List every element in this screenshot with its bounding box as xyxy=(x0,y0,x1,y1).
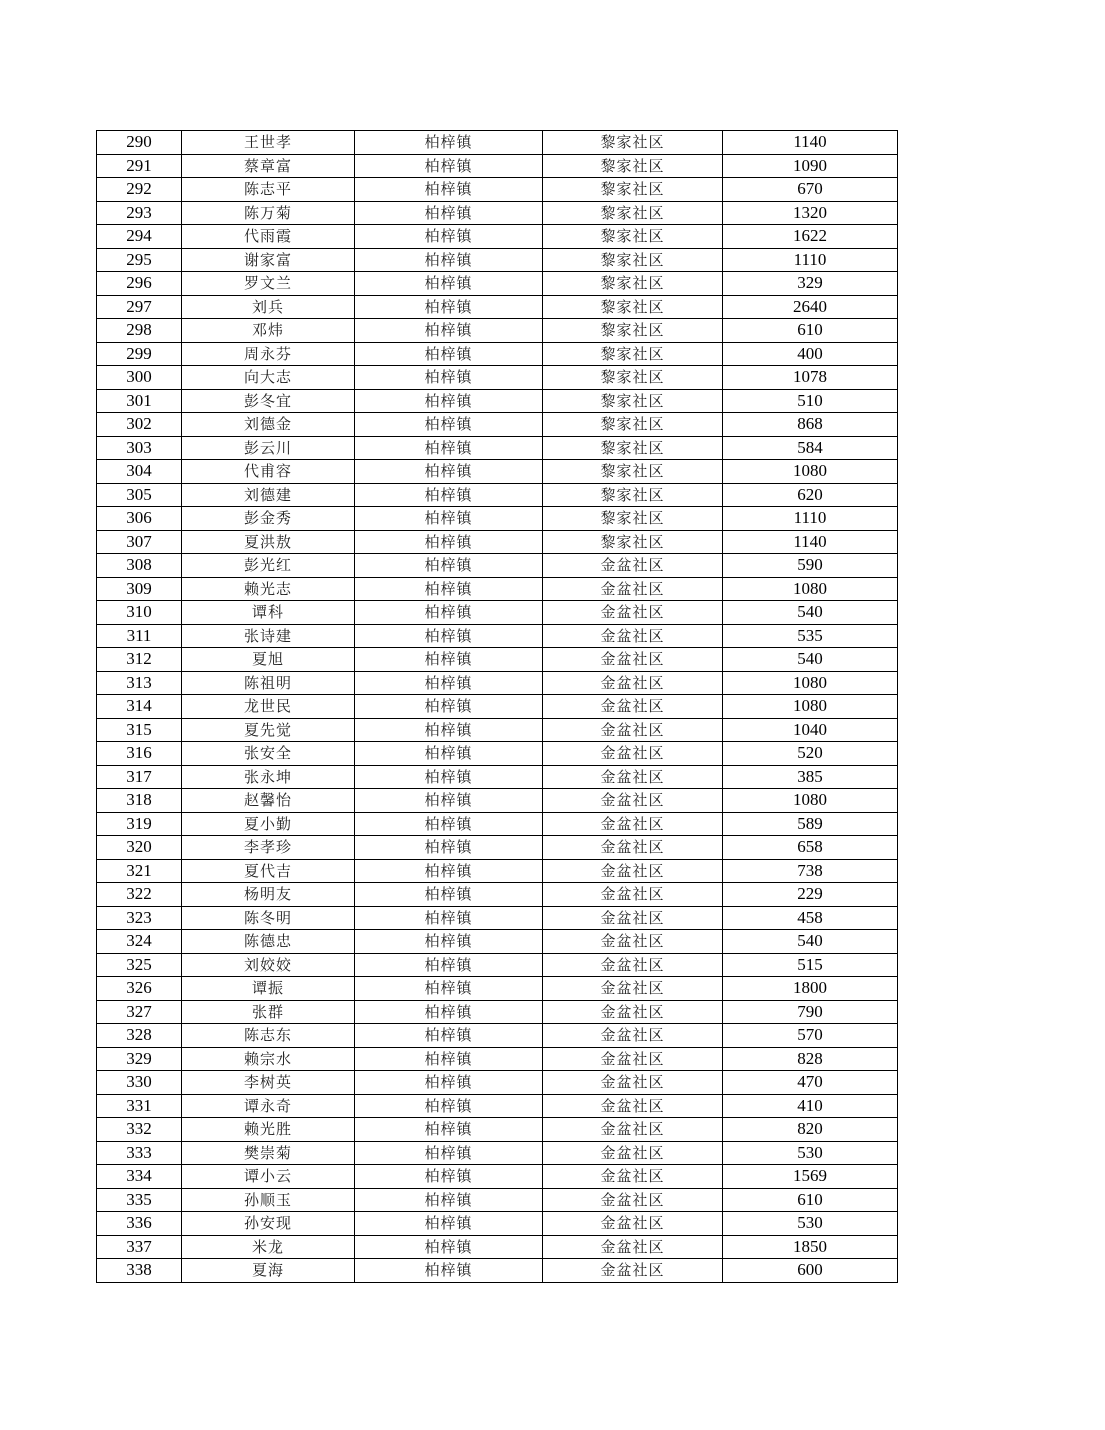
town-cell: 柏梓镇 xyxy=(355,530,543,554)
town-cell: 柏梓镇 xyxy=(355,906,543,930)
town-cell: 柏梓镇 xyxy=(355,718,543,742)
table-row xyxy=(97,1141,898,1165)
community-cell: 黎家社区 xyxy=(543,154,723,178)
community-cell: 金盆社区 xyxy=(543,648,723,672)
row-number-cell: 317 xyxy=(97,765,182,789)
name-cell: 代甫容 xyxy=(182,460,355,484)
row-number-cell: 326 xyxy=(97,977,182,1001)
row-number-cell: 316 xyxy=(97,742,182,766)
row-number-cell: 290 xyxy=(97,131,182,155)
town-cell: 柏梓镇 xyxy=(355,225,543,249)
table-row xyxy=(97,906,898,930)
town-cell: 柏梓镇 xyxy=(355,554,543,578)
row-number-cell: 297 xyxy=(97,295,182,319)
community-cell: 金盆社区 xyxy=(543,765,723,789)
table-row xyxy=(97,953,898,977)
community-cell: 黎家社区 xyxy=(543,507,723,531)
community-cell: 黎家社区 xyxy=(543,413,723,437)
row-number-cell: 299 xyxy=(97,342,182,366)
amount-cell: 229 xyxy=(723,883,898,907)
table-row xyxy=(97,225,898,249)
name-cell: 罗文兰 xyxy=(182,272,355,296)
name-cell: 龙世民 xyxy=(182,695,355,719)
community-cell: 金盆社区 xyxy=(543,1235,723,1259)
row-number-cell: 331 xyxy=(97,1094,182,1118)
row-number-cell: 298 xyxy=(97,319,182,343)
table-row xyxy=(97,601,898,625)
table-row xyxy=(97,789,898,813)
name-cell: 李树英 xyxy=(182,1071,355,1095)
community-cell: 金盆社区 xyxy=(543,1118,723,1142)
town-cell: 柏梓镇 xyxy=(355,1141,543,1165)
town-cell: 柏梓镇 xyxy=(355,671,543,695)
row-number-cell: 319 xyxy=(97,812,182,836)
row-number-cell: 293 xyxy=(97,201,182,225)
name-cell: 张安全 xyxy=(182,742,355,766)
amount-cell: 1850 xyxy=(723,1235,898,1259)
town-cell: 柏梓镇 xyxy=(355,742,543,766)
row-number-cell: 337 xyxy=(97,1235,182,1259)
row-number-cell: 327 xyxy=(97,1000,182,1024)
amount-cell: 584 xyxy=(723,436,898,460)
community-cell: 金盆社区 xyxy=(543,1000,723,1024)
table-row xyxy=(97,436,898,460)
name-cell: 夏代吉 xyxy=(182,859,355,883)
amount-cell: 530 xyxy=(723,1141,898,1165)
community-cell: 金盆社区 xyxy=(543,1047,723,1071)
town-cell: 柏梓镇 xyxy=(355,201,543,225)
table-row xyxy=(97,248,898,272)
table-row xyxy=(97,201,898,225)
amount-cell: 458 xyxy=(723,906,898,930)
name-cell: 夏海 xyxy=(182,1259,355,1283)
town-cell: 柏梓镇 xyxy=(355,507,543,531)
amount-cell: 535 xyxy=(723,624,898,648)
town-cell: 柏梓镇 xyxy=(355,836,543,860)
amount-cell: 610 xyxy=(723,1188,898,1212)
community-cell: 金盆社区 xyxy=(543,1141,723,1165)
table-row xyxy=(97,1094,898,1118)
row-number-cell: 336 xyxy=(97,1212,182,1236)
table-row xyxy=(97,883,898,907)
row-number-cell: 338 xyxy=(97,1259,182,1283)
table-row xyxy=(97,1165,898,1189)
name-cell: 刘兵 xyxy=(182,295,355,319)
table-row xyxy=(97,295,898,319)
name-cell: 陈德忠 xyxy=(182,930,355,954)
amount-cell: 600 xyxy=(723,1259,898,1283)
table-row xyxy=(97,695,898,719)
community-cell: 黎家社区 xyxy=(543,319,723,343)
name-cell: 樊崇菊 xyxy=(182,1141,355,1165)
town-cell: 柏梓镇 xyxy=(355,1071,543,1095)
amount-cell: 1080 xyxy=(723,460,898,484)
town-cell: 柏梓镇 xyxy=(355,859,543,883)
row-number-cell: 312 xyxy=(97,648,182,672)
name-cell: 夏洪敖 xyxy=(182,530,355,554)
table-row xyxy=(97,342,898,366)
community-cell: 金盆社区 xyxy=(543,836,723,860)
name-cell: 陈万菊 xyxy=(182,201,355,225)
table-row xyxy=(97,1259,898,1283)
name-cell: 米龙 xyxy=(182,1235,355,1259)
name-cell: 陈冬明 xyxy=(182,906,355,930)
community-cell: 金盆社区 xyxy=(543,883,723,907)
name-cell: 谭小云 xyxy=(182,1165,355,1189)
name-cell: 陈志东 xyxy=(182,1024,355,1048)
community-cell: 黎家社区 xyxy=(543,225,723,249)
amount-cell: 1080 xyxy=(723,695,898,719)
town-cell: 柏梓镇 xyxy=(355,601,543,625)
town-cell: 柏梓镇 xyxy=(355,1094,543,1118)
community-cell: 金盆社区 xyxy=(543,977,723,1001)
table-row xyxy=(97,178,898,202)
table-row xyxy=(97,413,898,437)
town-cell: 柏梓镇 xyxy=(355,1165,543,1189)
town-cell: 柏梓镇 xyxy=(355,812,543,836)
name-cell: 杨明友 xyxy=(182,883,355,907)
town-cell: 柏梓镇 xyxy=(355,1212,543,1236)
community-cell: 黎家社区 xyxy=(543,530,723,554)
name-cell: 张诗建 xyxy=(182,624,355,648)
table-row xyxy=(97,859,898,883)
amount-cell: 570 xyxy=(723,1024,898,1048)
town-cell: 柏梓镇 xyxy=(355,319,543,343)
table-row xyxy=(97,765,898,789)
name-cell: 邓炜 xyxy=(182,319,355,343)
amount-cell: 1569 xyxy=(723,1165,898,1189)
row-number-cell: 300 xyxy=(97,366,182,390)
name-cell: 张永坤 xyxy=(182,765,355,789)
amount-cell: 1080 xyxy=(723,671,898,695)
row-number-cell: 301 xyxy=(97,389,182,413)
row-number-cell: 322 xyxy=(97,883,182,907)
amount-cell: 790 xyxy=(723,1000,898,1024)
amount-cell: 530 xyxy=(723,1212,898,1236)
amount-cell: 1110 xyxy=(723,248,898,272)
table-row xyxy=(97,319,898,343)
name-cell: 蔡章富 xyxy=(182,154,355,178)
name-cell: 谭永奇 xyxy=(182,1094,355,1118)
name-cell: 王世孝 xyxy=(182,131,355,155)
town-cell: 柏梓镇 xyxy=(355,272,543,296)
community-cell: 黎家社区 xyxy=(543,178,723,202)
amount-cell: 820 xyxy=(723,1118,898,1142)
name-cell: 刘德建 xyxy=(182,483,355,507)
amount-cell: 520 xyxy=(723,742,898,766)
amount-cell: 540 xyxy=(723,601,898,625)
community-cell: 金盆社区 xyxy=(543,1024,723,1048)
table-row xyxy=(97,1118,898,1142)
row-number-cell: 325 xyxy=(97,953,182,977)
amount-cell: 540 xyxy=(723,930,898,954)
table-row xyxy=(97,718,898,742)
table-row xyxy=(97,977,898,1001)
amount-cell: 515 xyxy=(723,953,898,977)
table-row xyxy=(97,554,898,578)
amount-cell: 1080 xyxy=(723,789,898,813)
community-cell: 金盆社区 xyxy=(543,1259,723,1283)
table-row xyxy=(97,154,898,178)
name-cell: 夏小勤 xyxy=(182,812,355,836)
table-row xyxy=(97,1188,898,1212)
community-cell: 黎家社区 xyxy=(543,389,723,413)
town-cell: 柏梓镇 xyxy=(355,577,543,601)
amount-cell: 1080 xyxy=(723,577,898,601)
amount-cell: 385 xyxy=(723,765,898,789)
name-cell: 赖宗水 xyxy=(182,1047,355,1071)
table-row xyxy=(97,530,898,554)
row-number-cell: 303 xyxy=(97,436,182,460)
table-row xyxy=(97,648,898,672)
row-number-cell: 304 xyxy=(97,460,182,484)
amount-cell: 1078 xyxy=(723,366,898,390)
name-cell: 陈祖明 xyxy=(182,671,355,695)
town-cell: 柏梓镇 xyxy=(355,131,543,155)
town-cell: 柏梓镇 xyxy=(355,1024,543,1048)
town-cell: 柏梓镇 xyxy=(355,1000,543,1024)
row-number-cell: 306 xyxy=(97,507,182,531)
row-number-cell: 308 xyxy=(97,554,182,578)
community-cell: 黎家社区 xyxy=(543,436,723,460)
table-row xyxy=(97,812,898,836)
name-cell: 彭冬宜 xyxy=(182,389,355,413)
amount-cell: 590 xyxy=(723,554,898,578)
community-cell: 金盆社区 xyxy=(543,953,723,977)
name-cell: 代雨霞 xyxy=(182,225,355,249)
amount-cell: 1622 xyxy=(723,225,898,249)
row-number-cell: 335 xyxy=(97,1188,182,1212)
name-cell: 刘德金 xyxy=(182,413,355,437)
table-row xyxy=(97,1047,898,1071)
amount-cell: 738 xyxy=(723,859,898,883)
row-number-cell: 321 xyxy=(97,859,182,883)
table-row xyxy=(97,366,898,390)
community-cell: 金盆社区 xyxy=(543,742,723,766)
name-cell: 谭振 xyxy=(182,977,355,1001)
table-row xyxy=(97,272,898,296)
town-cell: 柏梓镇 xyxy=(355,295,543,319)
table-body xyxy=(97,131,898,1283)
town-cell: 柏梓镇 xyxy=(355,460,543,484)
name-cell: 向大志 xyxy=(182,366,355,390)
amount-cell: 410 xyxy=(723,1094,898,1118)
amount-cell: 2640 xyxy=(723,295,898,319)
name-cell: 赖光胜 xyxy=(182,1118,355,1142)
name-cell: 彭云川 xyxy=(182,436,355,460)
community-cell: 金盆社区 xyxy=(543,624,723,648)
community-cell: 金盆社区 xyxy=(543,906,723,930)
amount-cell: 470 xyxy=(723,1071,898,1095)
town-cell: 柏梓镇 xyxy=(355,178,543,202)
data-table xyxy=(96,130,898,1283)
community-cell: 黎家社区 xyxy=(543,248,723,272)
community-cell: 黎家社区 xyxy=(543,366,723,390)
town-cell: 柏梓镇 xyxy=(355,366,543,390)
table-row xyxy=(97,507,898,531)
row-number-cell: 315 xyxy=(97,718,182,742)
amount-cell: 1110 xyxy=(723,507,898,531)
amount-cell: 540 xyxy=(723,648,898,672)
community-cell: 金盆社区 xyxy=(543,930,723,954)
amount-cell: 620 xyxy=(723,483,898,507)
row-number-cell: 314 xyxy=(97,695,182,719)
table-row xyxy=(97,460,898,484)
community-cell: 金盆社区 xyxy=(543,1188,723,1212)
row-number-cell: 295 xyxy=(97,248,182,272)
table-row xyxy=(97,836,898,860)
town-cell: 柏梓镇 xyxy=(355,154,543,178)
name-cell: 孙顺玉 xyxy=(182,1188,355,1212)
row-number-cell: 313 xyxy=(97,671,182,695)
name-cell: 彭金秀 xyxy=(182,507,355,531)
community-cell: 黎家社区 xyxy=(543,131,723,155)
amount-cell: 1800 xyxy=(723,977,898,1001)
table-row xyxy=(97,742,898,766)
name-cell: 周永芬 xyxy=(182,342,355,366)
row-number-cell: 296 xyxy=(97,272,182,296)
name-cell: 陈志平 xyxy=(182,178,355,202)
town-cell: 柏梓镇 xyxy=(355,1259,543,1283)
town-cell: 柏梓镇 xyxy=(355,1047,543,1071)
row-number-cell: 307 xyxy=(97,530,182,554)
community-cell: 金盆社区 xyxy=(543,554,723,578)
name-cell: 孙安现 xyxy=(182,1212,355,1236)
community-cell: 黎家社区 xyxy=(543,342,723,366)
town-cell: 柏梓镇 xyxy=(355,413,543,437)
name-cell: 赵馨怡 xyxy=(182,789,355,813)
table-row xyxy=(97,1071,898,1095)
community-cell: 金盆社区 xyxy=(543,1165,723,1189)
name-cell: 谢家富 xyxy=(182,248,355,272)
town-cell: 柏梓镇 xyxy=(355,389,543,413)
row-number-cell: 329 xyxy=(97,1047,182,1071)
name-cell: 李孝珍 xyxy=(182,836,355,860)
amount-cell: 589 xyxy=(723,812,898,836)
row-number-cell: 292 xyxy=(97,178,182,202)
community-cell: 金盆社区 xyxy=(543,859,723,883)
amount-cell: 1040 xyxy=(723,718,898,742)
town-cell: 柏梓镇 xyxy=(355,765,543,789)
row-number-cell: 309 xyxy=(97,577,182,601)
community-cell: 金盆社区 xyxy=(543,1094,723,1118)
town-cell: 柏梓镇 xyxy=(355,977,543,1001)
town-cell: 柏梓镇 xyxy=(355,1118,543,1142)
town-cell: 柏梓镇 xyxy=(355,1188,543,1212)
community-cell: 金盆社区 xyxy=(543,812,723,836)
table-row xyxy=(97,1235,898,1259)
name-cell: 夏旭 xyxy=(182,648,355,672)
community-cell: 金盆社区 xyxy=(543,577,723,601)
table-row xyxy=(97,483,898,507)
community-cell: 金盆社区 xyxy=(543,789,723,813)
row-number-cell: 320 xyxy=(97,836,182,860)
amount-cell: 400 xyxy=(723,342,898,366)
name-cell: 彭光红 xyxy=(182,554,355,578)
row-number-cell: 302 xyxy=(97,413,182,437)
table-row xyxy=(97,577,898,601)
amount-cell: 329 xyxy=(723,272,898,296)
community-cell: 金盆社区 xyxy=(543,671,723,695)
town-cell: 柏梓镇 xyxy=(355,483,543,507)
table-row xyxy=(97,1024,898,1048)
name-cell: 谭科 xyxy=(182,601,355,625)
row-number-cell: 332 xyxy=(97,1118,182,1142)
town-cell: 柏梓镇 xyxy=(355,930,543,954)
amount-cell: 510 xyxy=(723,389,898,413)
community-cell: 金盆社区 xyxy=(543,695,723,719)
community-cell: 黎家社区 xyxy=(543,483,723,507)
community-cell: 黎家社区 xyxy=(543,460,723,484)
amount-cell: 1140 xyxy=(723,131,898,155)
name-cell: 张群 xyxy=(182,1000,355,1024)
amount-cell: 1320 xyxy=(723,201,898,225)
town-cell: 柏梓镇 xyxy=(355,248,543,272)
name-cell: 夏先觉 xyxy=(182,718,355,742)
row-number-cell: 294 xyxy=(97,225,182,249)
row-number-cell: 318 xyxy=(97,789,182,813)
amount-cell: 1090 xyxy=(723,154,898,178)
table-row xyxy=(97,389,898,413)
amount-cell: 670 xyxy=(723,178,898,202)
amount-cell: 658 xyxy=(723,836,898,860)
row-number-cell: 330 xyxy=(97,1071,182,1095)
document-table-container xyxy=(96,130,898,1283)
town-cell: 柏梓镇 xyxy=(355,789,543,813)
town-cell: 柏梓镇 xyxy=(355,1235,543,1259)
row-number-cell: 328 xyxy=(97,1024,182,1048)
row-number-cell: 305 xyxy=(97,483,182,507)
community-cell: 黎家社区 xyxy=(543,272,723,296)
name-cell: 赖光志 xyxy=(182,577,355,601)
amount-cell: 868 xyxy=(723,413,898,437)
row-number-cell: 334 xyxy=(97,1165,182,1189)
town-cell: 柏梓镇 xyxy=(355,695,543,719)
table-row xyxy=(97,1212,898,1236)
name-cell: 刘姣姣 xyxy=(182,953,355,977)
row-number-cell: 291 xyxy=(97,154,182,178)
community-cell: 金盆社区 xyxy=(543,1071,723,1095)
table-row xyxy=(97,1000,898,1024)
town-cell: 柏梓镇 xyxy=(355,624,543,648)
community-cell: 黎家社区 xyxy=(543,201,723,225)
town-cell: 柏梓镇 xyxy=(355,436,543,460)
row-number-cell: 311 xyxy=(97,624,182,648)
town-cell: 柏梓镇 xyxy=(355,883,543,907)
table-row xyxy=(97,131,898,155)
row-number-cell: 310 xyxy=(97,601,182,625)
community-cell: 金盆社区 xyxy=(543,718,723,742)
table-row xyxy=(97,671,898,695)
amount-cell: 828 xyxy=(723,1047,898,1071)
table-row xyxy=(97,624,898,648)
table-row xyxy=(97,930,898,954)
amount-cell: 1140 xyxy=(723,530,898,554)
community-cell: 金盆社区 xyxy=(543,601,723,625)
town-cell: 柏梓镇 xyxy=(355,342,543,366)
row-number-cell: 323 xyxy=(97,906,182,930)
row-number-cell: 324 xyxy=(97,930,182,954)
community-cell: 金盆社区 xyxy=(543,1212,723,1236)
amount-cell: 610 xyxy=(723,319,898,343)
row-number-cell: 333 xyxy=(97,1141,182,1165)
town-cell: 柏梓镇 xyxy=(355,953,543,977)
community-cell: 黎家社区 xyxy=(543,295,723,319)
town-cell: 柏梓镇 xyxy=(355,648,543,672)
